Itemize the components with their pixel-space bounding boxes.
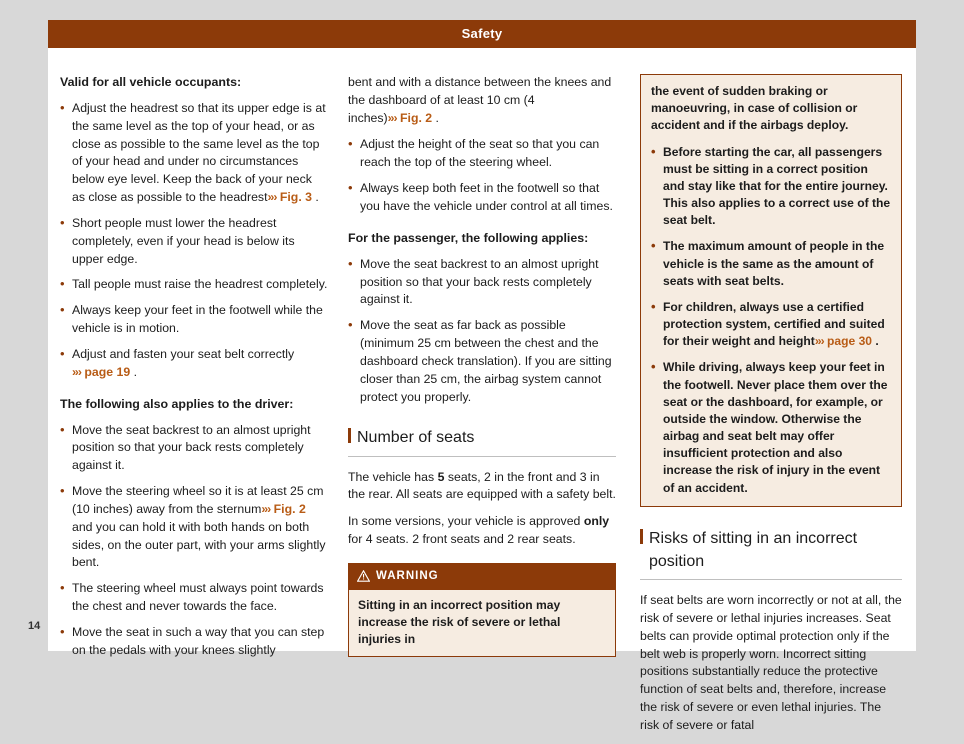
cross-reference[interactable]: page 19 <box>84 364 131 379</box>
page-header-title: Safety <box>461 26 503 41</box>
paragraph-seat-count: The vehicle has 5 seats, 2 in the front and 3 in the rear. All seats are equipped with a safety belt. <box>348 469 616 502</box>
heading-applies-to-driver: The following also applies to the driver: <box>60 396 294 411</box>
section-title: Risks of sitting in an incorrect position <box>640 527 902 579</box>
section-divider <box>640 579 902 580</box>
column-three <box>640 74 902 744</box>
list-item: • For children, always use a certified protection system, certified and suited for their weight and height»› page 30 . <box>651 299 891 351</box>
list-item: • Always keep your feet in the footwell while the vehicle is in motion. <box>60 302 328 338</box>
warning-header <box>349 564 615 590</box>
ref-arrows-icon: »› <box>387 110 397 125</box>
page-header-bar <box>48 20 916 48</box>
list-item: • Short people must lower the headrest completely, even if your head is below its upper edge. <box>60 215 328 268</box>
section-tick-icon <box>348 428 351 443</box>
heading-valid-all-occupants: Valid for all vehicle occupants: <box>60 75 242 89</box>
paragraph-risks: If seat belts are worn incorrectly or not at all, the risk of severe or lethal injuries increases. Seat belts can provide optimal protection only if the belt web is properly worn. Incorrect sitting positions substantially reduce the protective function of seat belts and, therefore, increase the risk of severe or even lethal injuries. The risk of severe or fatal <box>640 593 902 732</box>
list-item: • While driving, always keep your feet in the footwell. Never place them over the seat or the dashboard, for example, or outside the window. Otherwise the airbag and seat belt may offer insufficient protection and also increase the risk of injury in the event of an accident. <box>651 359 891 496</box>
list-item: • Move the steering wheel so it is at least 25 cm (10 inches) away from the sternum»› Fig. 2 and you can hold it with both hands on both sides, on the outer part, with your arms slightly bent. <box>60 483 328 572</box>
cross-reference[interactable]: page 30 <box>826 334 873 349</box>
section-number-of-seats <box>348 426 616 456</box>
section-divider <box>348 456 616 457</box>
warning-text: Sitting in an incorrect position may increase the risk of severe or lethal injuries in <box>358 597 561 646</box>
list-item: • Move the seat in such a way that you can step on the pedals with your knees slightly <box>60 624 328 660</box>
section-risks-incorrect-position <box>640 527 902 580</box>
section-title: Number of seats <box>348 426 616 455</box>
section-tick-icon <box>640 529 643 544</box>
page-columns <box>48 48 916 732</box>
column-one <box>60 74 328 668</box>
warning-box-continued <box>640 74 902 507</box>
list-item: • Move the seat as far back as possible (minimum 25 cm between the chest and the dashboard check translation). If you are sitting closer than 25 cm, the airbag system cannot protect you properly. <box>348 317 616 406</box>
continuation-paragraph: bent and with a distance between the knees and the dashboard of at least 10 cm (4 inches)»› Fig. 2 . <box>348 75 612 125</box>
list-item: • Tall people must raise the headrest completely. <box>60 276 328 294</box>
list-item: • The maximum amount of people in the vehicle is the same as the amount of seats with seat belts. <box>651 238 891 290</box>
warning-continuation-text: the event of sudden braking or manoeuvring, in case of collision or accident and if the airbags deploy. <box>651 84 858 133</box>
list-item: • The steering wheel must always point towards the chest and never towards the face. <box>60 580 328 616</box>
cross-reference[interactable]: Fig. 3 <box>279 190 312 205</box>
cross-reference[interactable]: Fig. 2 <box>400 110 433 125</box>
warning-triangle-icon <box>357 570 370 582</box>
document-page <box>28 20 916 732</box>
warning-label: WARNING <box>376 569 439 582</box>
list-item: • Always keep both feet in the footwell so that you have the vehicle under control at all times. <box>348 180 616 216</box>
ref-arrows-icon: »› <box>814 334 824 349</box>
heading-for-passenger: For the passenger, the following applies: <box>348 230 589 245</box>
column-two <box>348 74 616 657</box>
list-item: • Adjust the height of the seat so that you can reach the top of the steering wheel. <box>348 136 616 172</box>
list-item: • Move the seat backrest to an almost upright position so that your back rests completely against it. <box>60 422 328 475</box>
ref-arrows-icon: »› <box>72 364 81 379</box>
ref-arrows-icon: »› <box>261 501 271 516</box>
paragraph-approved-seats: In some versions, your vehicle is approved only for 4 seats. 2 front seats and 2 rear seats. <box>348 514 610 547</box>
ref-arrows-icon: »› <box>267 190 277 205</box>
warning-box <box>348 563 616 657</box>
list-item: • Adjust the headrest so that its upper edge is at the same level as the top of your head, or as close as possible to the same level as the top of your head and under no circumstances below eye level. Keep the back of your neck as close as possible to the headrest»› Fig. 3 . <box>60 100 328 207</box>
list-item: • Before starting the car, all passengers must be sitting in a correct position and stay like that for the entire journey. This also applies to a correct use of the seat belt. <box>651 144 891 230</box>
list-item: • Adjust and fasten your seat belt correctly »› page 19 . <box>60 346 328 382</box>
page-number: 14 <box>28 620 41 632</box>
cross-reference[interactable]: Fig. 2 <box>273 501 306 516</box>
list-item: • Move the seat backrest to an almost upright position so that your back rests completely against it. <box>348 256 616 309</box>
